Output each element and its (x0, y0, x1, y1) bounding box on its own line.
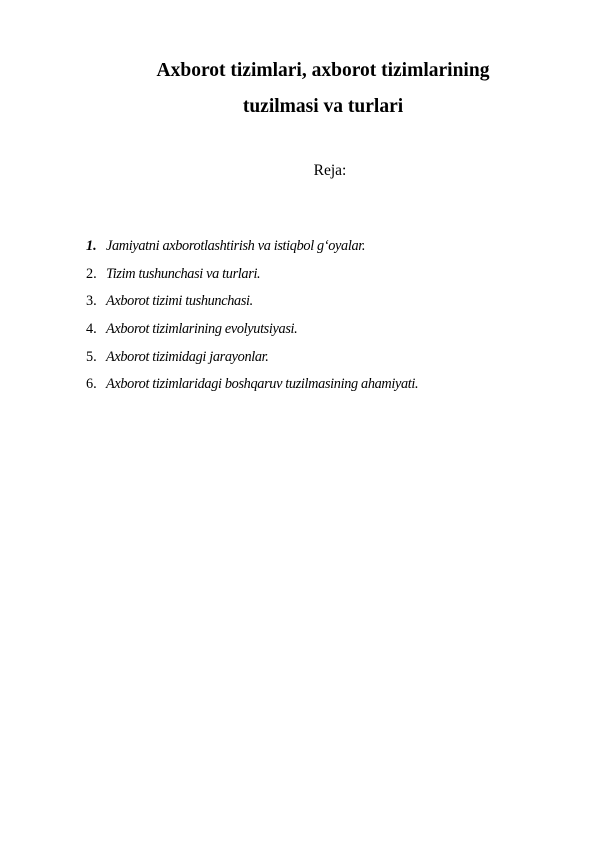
plan-item-number: 3. (86, 293, 97, 310)
page-title-line-1: Axborot tizimlari, axborot tizimlarining (156, 60, 490, 81)
plan-item-number: 6. (86, 376, 97, 393)
plan-item-text: Tizim tushunchasi va turlari. (106, 265, 261, 282)
plan-item-text: Axborot tizimlaridagi boshqaruv tuzilmasining ahamiyati. (106, 376, 419, 393)
plan-heading: Reja: (313, 162, 347, 179)
plan-item-number: 5. (86, 348, 97, 365)
plan-item-number: 2. (86, 265, 97, 282)
plan-list-item (86, 319, 418, 347)
plan-item-text: Axborot tizimlarining evolyutsiyasi. (106, 321, 298, 338)
plan-list-item (86, 347, 418, 375)
plan-list-item (86, 264, 418, 292)
plan-item-text: Axborot tizimidagi jarayonlar. (106, 348, 269, 365)
plan-item-text: Axborot tizimi tushunchasi. (106, 293, 253, 310)
plan-item-number: 1. (86, 238, 97, 254)
plan-list-item (86, 291, 418, 319)
plan-list-item (86, 236, 418, 264)
plan-item-text: Jamiyatni axborotlashtirish va istiqbol g‘oyalar. (106, 238, 366, 254)
plan-item-number: 4. (86, 321, 97, 338)
plan-list-item (86, 374, 418, 402)
plan-list (86, 236, 418, 402)
page-title-line-2: tuzilmasi va turlari (242, 96, 404, 117)
